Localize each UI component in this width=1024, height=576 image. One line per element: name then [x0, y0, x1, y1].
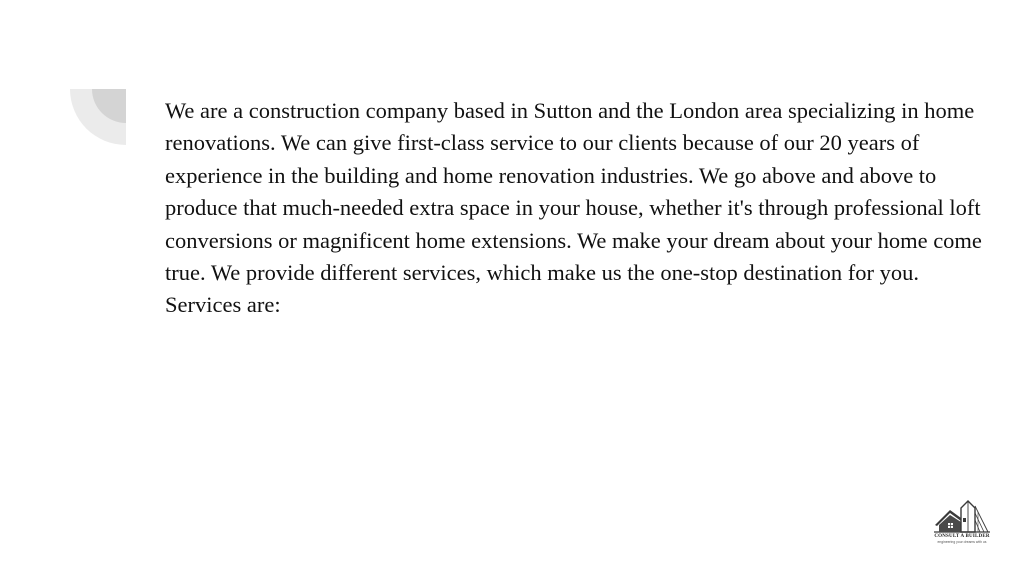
company-logo: [930, 498, 994, 550]
logo-tagline: engineering your dreams with us: [937, 540, 987, 544]
body-paragraph: We are a construction company based in Sutton and the London area specializing in home renovations. We can give first-class service to our clients because of our 20 years of experience in the building and home renovation industries. We go above and above to produce that much-needed extra space in your house, whether it's through professional loft conversions or magnificent home extensions. We make your dream about your home come true. We provide different services, which make us the one-stop destination for you. Services are:: [165, 98, 982, 318]
house-logo-icon: [930, 498, 994, 536]
corner-decoration-shape: [70, 89, 126, 145]
logo-company-name: CONSULT A BUILDER: [934, 534, 990, 539]
